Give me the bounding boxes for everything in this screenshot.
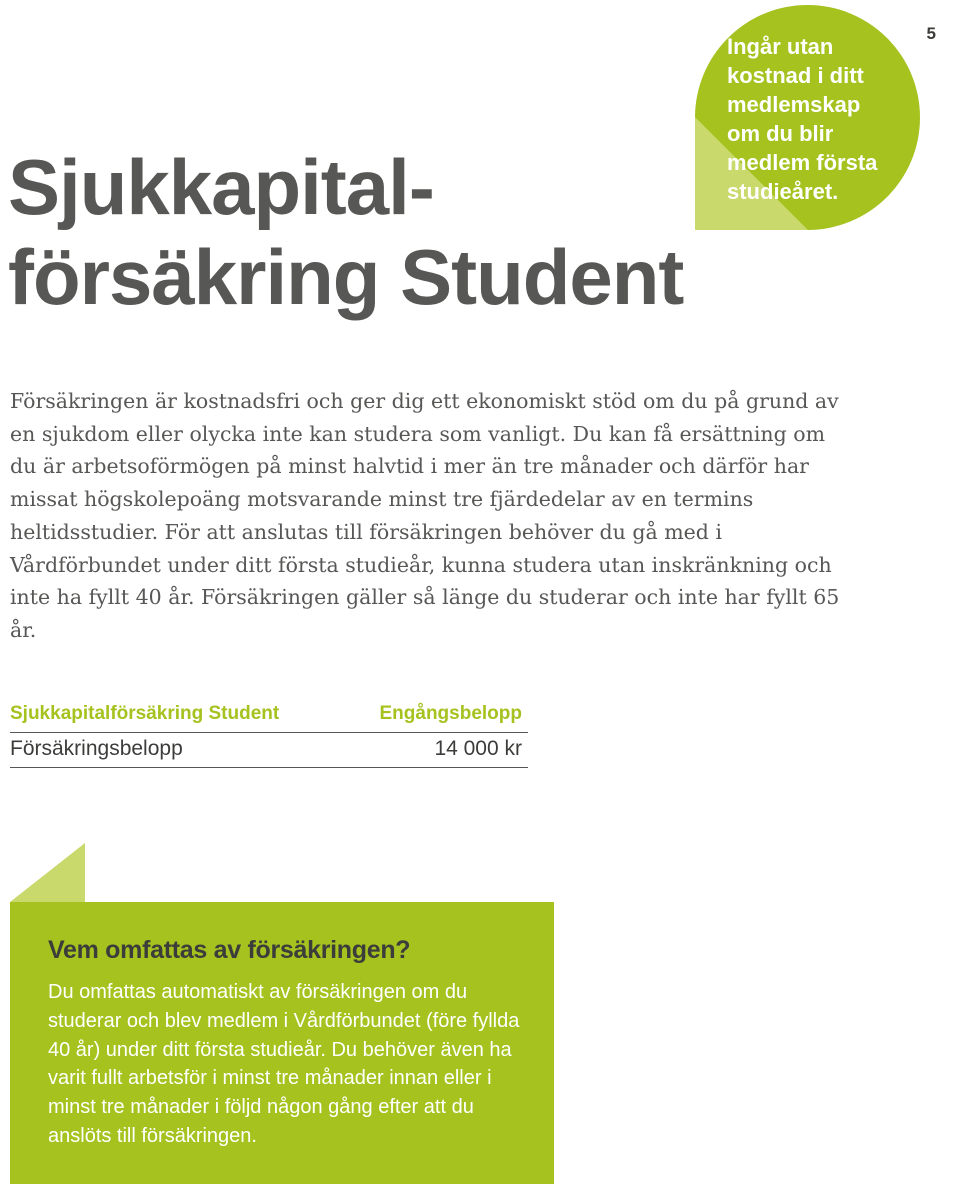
insurance-amount-table: [10, 700, 528, 768]
badge-text: Ingår utan kostnad i ditt medlemskap om du blir medlem första studieåret.: [727, 34, 878, 204]
info-box-tab: [10, 843, 85, 903]
free-membership-badge: [695, 5, 920, 230]
table-row-label: Försäkringsbelopp: [10, 733, 344, 768]
info-box: [10, 902, 554, 1184]
page-number: 5: [926, 24, 936, 43]
table-row: [10, 733, 528, 768]
info-box-heading: Vem omfattas av försäkringen?: [48, 936, 411, 964]
table-row-value: 14 000 kr: [344, 733, 528, 768]
intro-paragraph: Försäkringen är kostnadsfri och ger dig ett ekonomiskt stöd om du på grund av en sjukdom eller olycka inte kan studera som vanligt. Du kan få ersättning om du är arbetsoförmögen på minst halvtid i mer än tre månader och därför har missat högskolepoäng motsvarande minst tre fjärdedelar av en termins heltidsstudier. För att anslutas till försäkringen behöver du gå med i Vårdförbundet under ditt första studieår, kunna studera utan inskränkning och inte ha fyllt 40 år. Försäkringen gäller så länge du studerar och inte har fyllt 65 år.: [10, 389, 840, 642]
table-header-row: [10, 700, 528, 733]
table-header-payment-type: Engångsbelopp: [344, 700, 528, 733]
page-title: Sjukkapital- försäkring Student: [8, 143, 684, 321]
table-header-product: Sjukkapitalförsäkring Student: [10, 700, 344, 733]
info-box-body: Du omfattas automatiskt av försäkringen om du studerar och blev medlem i Vårdförbundet (före fyllda 40 år) under ditt första studieår. Du behöver även ha varit fullt arbetsför i minst tre månader innan eller i minst tre månader i följd någon gång efter att du anslöts till försäkringen.: [48, 981, 520, 1147]
